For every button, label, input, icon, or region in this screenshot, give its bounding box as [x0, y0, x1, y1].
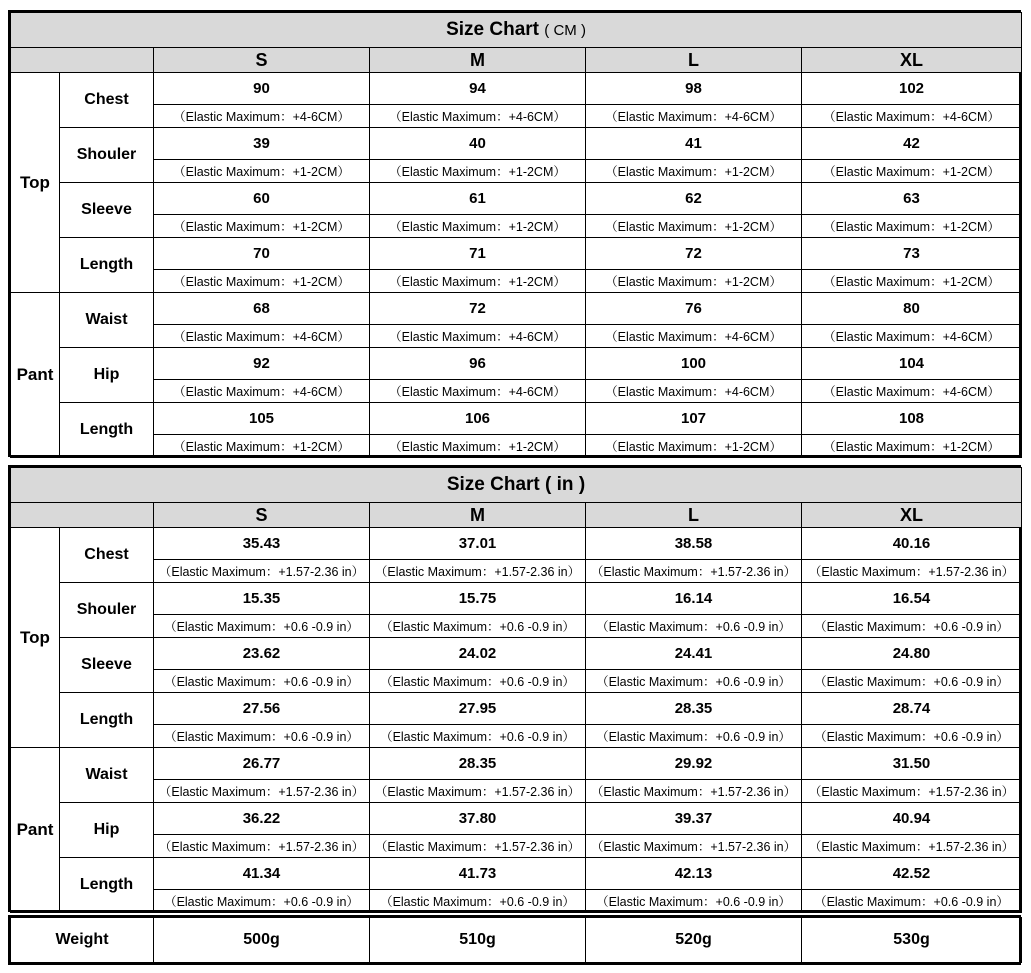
size-header-xl: XL: [802, 503, 1022, 528]
measurement-value: 71: [370, 238, 586, 270]
weight-value: 520g: [586, 918, 802, 963]
measurement-value: 31.50: [802, 748, 1022, 780]
elastic-note: （Elastic Maximum：+4-6CM）: [586, 380, 802, 403]
elastic-note: （Elastic Maximum：+1.57-2.36 in）: [370, 835, 586, 858]
measurement-row: [11, 638, 1022, 670]
elastic-note: （Elastic Maximum：+4-6CM）: [370, 105, 586, 128]
measurement-label: Length: [60, 238, 154, 293]
size-header-m: M: [370, 503, 586, 528]
elastic-note-row: [11, 615, 1022, 638]
measurement-value: 16.14: [586, 583, 802, 615]
chart-title: [11, 13, 1022, 48]
header-blank: [11, 48, 154, 73]
measurement-label: Sleeve: [60, 183, 154, 238]
measurement-value: 107: [586, 403, 802, 435]
measurement-label: Chest: [60, 73, 154, 128]
group-label-pant: Pant: [11, 748, 60, 913]
elastic-note: （Elastic Maximum：+1.57-2.36 in）: [370, 560, 586, 583]
elastic-note: （Elastic Maximum：+1.57-2.36 in）: [802, 560, 1022, 583]
measurement-value: 76: [586, 293, 802, 325]
elastic-note: （Elastic Maximum：+0.6 -0.9 in）: [586, 890, 802, 913]
elastic-note-row: [11, 670, 1022, 693]
elastic-note: （Elastic Maximum：+4-6CM）: [154, 105, 370, 128]
elastic-note: （Elastic Maximum：+4-6CM）: [370, 325, 586, 348]
elastic-note: （Elastic Maximum：+0.6 -0.9 in）: [370, 890, 586, 913]
measurement-value: 28.74: [802, 693, 1022, 725]
measurement-row: [11, 858, 1022, 890]
measurement-label: Length: [60, 858, 154, 913]
size-chart-cm-table: [10, 12, 1022, 458]
elastic-note-row: [11, 725, 1022, 748]
measurement-value: 29.92: [586, 748, 802, 780]
elastic-note: （Elastic Maximum：+0.6 -0.9 in）: [802, 890, 1022, 913]
elastic-note: （Elastic Maximum：+4-6CM）: [586, 325, 802, 348]
elastic-note: （Elastic Maximum：+1.57-2.36 in）: [586, 835, 802, 858]
size-header-l: L: [586, 503, 802, 528]
elastic-note: （Elastic Maximum：+0.6 -0.9 in）: [586, 670, 802, 693]
measurement-value: 27.95: [370, 693, 586, 725]
measurement-value: 28.35: [586, 693, 802, 725]
group-label-top: Top: [11, 73, 60, 293]
elastic-note-row: [11, 215, 1022, 238]
measurement-label: Waist: [60, 293, 154, 348]
elastic-note: （Elastic Maximum：+0.6 -0.9 in）: [154, 670, 370, 693]
measurement-value: 61: [370, 183, 586, 215]
measurement-label: Length: [60, 693, 154, 748]
elastic-note: （Elastic Maximum：+1-2CM）: [586, 215, 802, 238]
measurement-value: 26.77: [154, 748, 370, 780]
measurement-value: 90: [154, 73, 370, 105]
size-header-m: M: [370, 48, 586, 73]
elastic-note-row: [11, 780, 1022, 803]
chart-title-text: Size Chart: [446, 19, 540, 40]
measurement-value: 98: [586, 73, 802, 105]
measurement-row: [11, 803, 1022, 835]
measurement-value: 23.62: [154, 638, 370, 670]
elastic-note: （Elastic Maximum：+0.6 -0.9 in）: [370, 725, 586, 748]
measurement-value: 41.73: [370, 858, 586, 890]
measurement-value: 24.41: [586, 638, 802, 670]
measurement-value: 73: [802, 238, 1022, 270]
elastic-note: （Elastic Maximum：+1-2CM）: [586, 270, 802, 293]
chart-title-unit: ( in ): [545, 474, 586, 495]
elastic-note: （Elastic Maximum：+1-2CM）: [802, 435, 1022, 458]
measurement-row: [11, 693, 1022, 725]
measurement-value: 37.80: [370, 803, 586, 835]
elastic-note: （Elastic Maximum：+1-2CM）: [154, 215, 370, 238]
size-header-xl: XL: [802, 48, 1022, 73]
measurement-value: 24.80: [802, 638, 1022, 670]
measurement-value: 39.37: [586, 803, 802, 835]
measurement-row: [11, 238, 1022, 270]
measurement-value: 63: [802, 183, 1022, 215]
elastic-note: （Elastic Maximum：+1.57-2.36 in）: [802, 780, 1022, 803]
elastic-note: （Elastic Maximum：+4-6CM）: [802, 380, 1022, 403]
measurement-row: [11, 73, 1022, 105]
measurement-label: Waist: [60, 748, 154, 803]
group-label-pant: Pant: [11, 293, 60, 458]
measurement-row: [11, 128, 1022, 160]
measurement-label: Shouler: [60, 128, 154, 183]
size-header-row: [11, 503, 1022, 528]
elastic-note-row: [11, 160, 1022, 183]
measurement-value: 60: [154, 183, 370, 215]
elastic-note: （Elastic Maximum：+0.6 -0.9 in）: [370, 615, 586, 638]
weight-value: 510g: [370, 918, 586, 963]
measurement-value: 72: [586, 238, 802, 270]
elastic-note-row: [11, 890, 1022, 913]
elastic-note-row: [11, 325, 1022, 348]
measurement-value: 41: [586, 128, 802, 160]
elastic-note: （Elastic Maximum：+4-6CM）: [802, 325, 1022, 348]
group-label-top: Top: [11, 528, 60, 748]
measurement-row: [11, 583, 1022, 615]
measurement-value: 35.43: [154, 528, 370, 560]
measurement-value: 40.94: [802, 803, 1022, 835]
chart-title-text: Size Chart: [446, 474, 540, 495]
measurement-value: 15.35: [154, 583, 370, 615]
measurement-value: 28.35: [370, 748, 586, 780]
measurement-value: 38.58: [586, 528, 802, 560]
measurement-value: 39: [154, 128, 370, 160]
measurement-value: 68: [154, 293, 370, 325]
elastic-note: （Elastic Maximum：+1.57-2.36 in）: [154, 835, 370, 858]
measurement-label: Length: [60, 403, 154, 458]
measurement-value: 104: [802, 348, 1022, 380]
measurement-value: 62: [586, 183, 802, 215]
measurement-row: [11, 403, 1022, 435]
elastic-note: （Elastic Maximum：+0.6 -0.9 in）: [154, 725, 370, 748]
measurement-value: 72: [370, 293, 586, 325]
elastic-note: （Elastic Maximum：+0.6 -0.9 in）: [154, 615, 370, 638]
measurement-label: Hip: [60, 803, 154, 858]
measurement-value: 106: [370, 403, 586, 435]
elastic-note: （Elastic Maximum：+0.6 -0.9 in）: [802, 725, 1022, 748]
measurement-label: Hip: [60, 348, 154, 403]
title-row: [11, 13, 1022, 48]
measurement-value: 16.54: [802, 583, 1022, 615]
measurement-value: 41.34: [154, 858, 370, 890]
size-chart-inch-table: [10, 467, 1022, 913]
measurement-value: 108: [802, 403, 1022, 435]
measurement-value: 92: [154, 348, 370, 380]
elastic-note: （Elastic Maximum：+1-2CM）: [370, 270, 586, 293]
elastic-note-row: [11, 380, 1022, 403]
measurement-value: 27.56: [154, 693, 370, 725]
size-header-l: L: [586, 48, 802, 73]
size-chart-inch: [8, 465, 1021, 912]
measurement-value: 42.52: [802, 858, 1022, 890]
elastic-note: （Elastic Maximum：+0.6 -0.9 in）: [586, 725, 802, 748]
elastic-note: （Elastic Maximum：+4-6CM）: [154, 325, 370, 348]
measurement-row: [11, 748, 1022, 780]
weight-value: 530g: [802, 918, 1022, 963]
elastic-note-row: [11, 270, 1022, 293]
elastic-note-row: [11, 435, 1022, 458]
weight-label: Weight: [11, 918, 154, 963]
measurement-value: 70: [154, 238, 370, 270]
size-header-row: [11, 48, 1022, 73]
title-row: [11, 468, 1022, 503]
elastic-note: （Elastic Maximum：+1-2CM）: [802, 215, 1022, 238]
measurement-row: [11, 528, 1022, 560]
measurement-row: [11, 293, 1022, 325]
elastic-note: （Elastic Maximum：+0.6 -0.9 in）: [586, 615, 802, 638]
size-header-s: S: [154, 48, 370, 73]
weight-row: [11, 918, 1022, 963]
measurement-value: 80: [802, 293, 1022, 325]
elastic-note: （Elastic Maximum：+1.57-2.36 in）: [154, 780, 370, 803]
measurement-value: 42.13: [586, 858, 802, 890]
measurement-value: 40: [370, 128, 586, 160]
measurement-value: 105: [154, 403, 370, 435]
elastic-note: （Elastic Maximum：+4-6CM）: [586, 105, 802, 128]
elastic-note: （Elastic Maximum：+0.6 -0.9 in）: [802, 670, 1022, 693]
measurement-value: 94: [370, 73, 586, 105]
elastic-note: （Elastic Maximum：+1-2CM）: [586, 435, 802, 458]
elastic-note: （Elastic Maximum：+4-6CM）: [802, 105, 1022, 128]
size-chart-cm: [8, 10, 1021, 457]
measurement-value: 24.02: [370, 638, 586, 670]
elastic-note-row: [11, 105, 1022, 128]
chart-title-unit: ( CM ): [544, 22, 586, 39]
measurement-value: 36.22: [154, 803, 370, 835]
elastic-note: （Elastic Maximum：+0.6 -0.9 in）: [370, 670, 586, 693]
elastic-note: （Elastic Maximum：+0.6 -0.9 in）: [802, 615, 1022, 638]
measurement-value: 100: [586, 348, 802, 380]
size-header-s: S: [154, 503, 370, 528]
measurement-value: 40.16: [802, 528, 1022, 560]
elastic-note: （Elastic Maximum：+1.57-2.36 in）: [802, 835, 1022, 858]
measurement-value: 15.75: [370, 583, 586, 615]
measurement-value: 102: [802, 73, 1022, 105]
elastic-note: （Elastic Maximum：+1-2CM）: [154, 270, 370, 293]
elastic-note: （Elastic Maximum：+1-2CM）: [370, 435, 586, 458]
elastic-note: （Elastic Maximum：+1.57-2.36 in）: [586, 780, 802, 803]
measurement-value: 96: [370, 348, 586, 380]
elastic-note: （Elastic Maximum：+1.57-2.36 in）: [586, 560, 802, 583]
elastic-note: （Elastic Maximum：+1.57-2.36 in）: [154, 560, 370, 583]
measurement-row: [11, 348, 1022, 380]
elastic-note: （Elastic Maximum：+1-2CM）: [586, 160, 802, 183]
header-blank: [11, 503, 154, 528]
measurement-label: Sleeve: [60, 638, 154, 693]
elastic-note: （Elastic Maximum：+1-2CM）: [154, 160, 370, 183]
elastic-note: （Elastic Maximum：+0.6 -0.9 in）: [154, 890, 370, 913]
weight-value: 500g: [154, 918, 370, 963]
elastic-note-row: [11, 560, 1022, 583]
elastic-note: （Elastic Maximum：+4-6CM）: [370, 380, 586, 403]
elastic-note: （Elastic Maximum：+1-2CM）: [370, 160, 586, 183]
elastic-note-row: [11, 835, 1022, 858]
measurement-row: [11, 183, 1022, 215]
measurement-value: 37.01: [370, 528, 586, 560]
elastic-note: （Elastic Maximum：+1-2CM）: [802, 160, 1022, 183]
elastic-note: （Elastic Maximum：+1-2CM）: [154, 435, 370, 458]
weight-table: [8, 915, 1021, 965]
elastic-note: （Elastic Maximum：+4-6CM）: [154, 380, 370, 403]
measurement-label: Shouler: [60, 583, 154, 638]
chart-title: [11, 468, 1022, 503]
elastic-note: （Elastic Maximum：+1.57-2.36 in）: [370, 780, 586, 803]
elastic-note: （Elastic Maximum：+1-2CM）: [370, 215, 586, 238]
elastic-note: （Elastic Maximum：+1-2CM）: [802, 270, 1022, 293]
measurement-value: 42: [802, 128, 1022, 160]
measurement-label: Chest: [60, 528, 154, 583]
